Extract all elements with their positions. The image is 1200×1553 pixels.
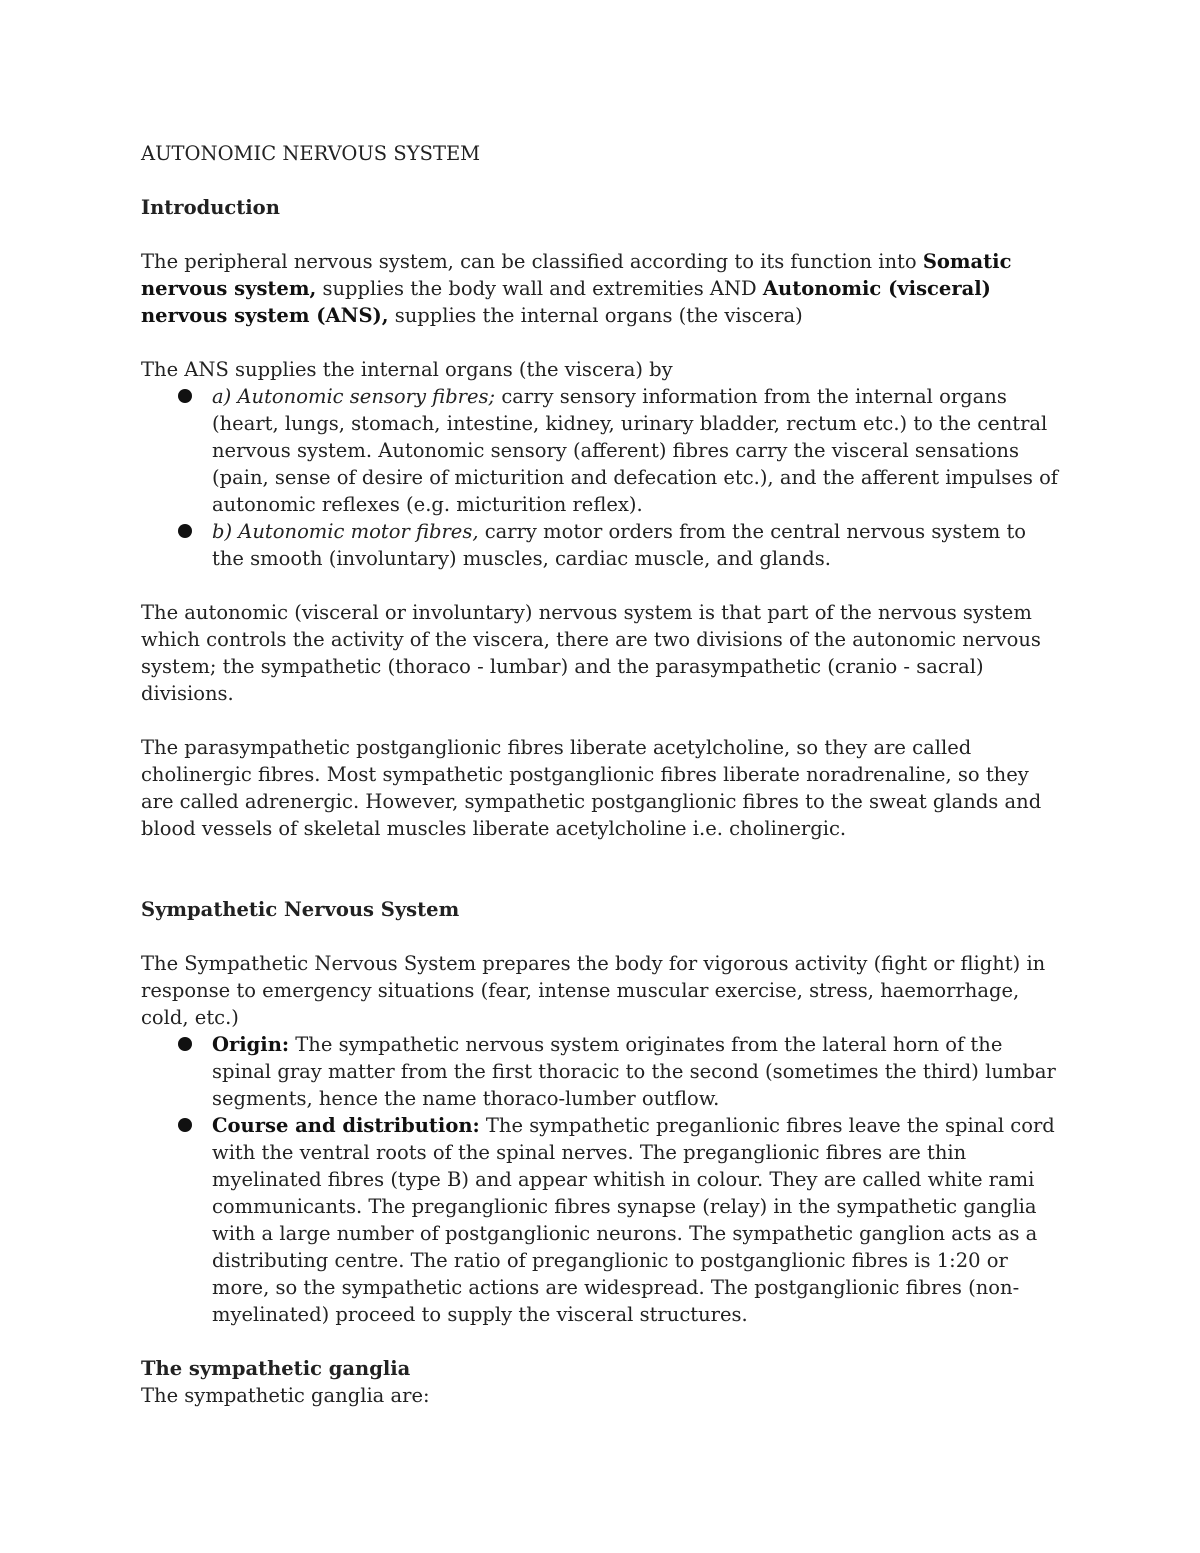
bullet-text: The sympathetic preganlionic fibres leave the spinal cord with the ventral roots of the spinal nerves. The preganglionic fibres are thin myelinated fibres (type B) and appear whitish in colour. They are called white rami communicants. The preganglionic fibres synapse (relay) in the sympathetic ganglia with a large number of postganglionic neurons. The sympathetic ganglion acts as a distributing centre. The ratio of preganglionic to postganglionic fibres is 1:20 or more, so the sympathetic actions are widespread. The postganglionic fibres (non- myelinated) proceed to supply the visceral structures. [212,1114,1055,1326]
bullet-dot-icon [178,389,192,403]
bullet-dot-icon [178,1118,192,1132]
list-item [141,1112,1060,1328]
bullet-bold-label: Origin: [212,1033,290,1056]
bullet-text: carry sensory information from the internal organs (heart, lungs, stomach, intestine, kidney, urinary bladder, rectum etc.) to the central nervous system. Autonomic sensory (afferent) fibres carry the visceral sensations (pain, sense of desire of micturition and defecation etc.), and the afferent impulses of autonomic reflexes (e.g. micturition reflex). [212,385,1059,516]
list-item [141,518,1060,572]
ans-bullet-list [141,383,1060,572]
divisions-paragraph: The autonomic (visceral or involuntary) nervous system is that part of the nervous system which controls the activity of the viscera, there are two divisions of the autonomic nervous system; the sympathetic (thoraco - lumbar) and the parasympathetic (cranio - sacral) divisions. [141,601,1041,705]
ans-lead: The ANS supplies the internal organs (the viscera) by [141,358,673,381]
spacer [141,842,1060,896]
intro-text-3: supplies the internal organs (the viscera) [388,304,803,327]
intro-bold-autonomic: Autonomic (visceral) nervous system (ANS), [141,277,991,327]
intro-heading: Introduction [141,196,280,219]
bullet-bold-label: Course and distribution: [212,1114,480,1137]
sympathetic-paragraph: The Sympathetic Nervous System prepares the body for vigorous activity (fight or flight) in response to emergency situations (fear, intense muscular exercise, stress, haemorrhage, cold, etc.) [141,952,1046,1029]
intro-text-2: supplies the body wall and extremities AND [316,277,763,300]
intro-bold-somatic: Somatic nervous system, [141,250,1012,300]
bullet-dot-icon [178,1037,192,1051]
cholinergic-paragraph: The parasympathetic postganglionic fibres liberate acetylcholine, so they are called cholinergic fibres. Most sympathetic postganglionic fibres liberate noradrenaline, so they are called adrenergic. However, sympathetic postganglionic fibres to the sweat glands and blood vessels of skeletal muscles liberate acetylcholine i.e. cholinergic. [141,736,1042,840]
intro-text-1: The peripheral nervous system, can be classified according to its function into [141,250,923,273]
sympathetic-heading: Sympathetic Nervous System [141,898,460,921]
ganglia-heading: The sympathetic ganglia [141,1357,411,1380]
bullet-text: The sympathetic nervous system originates from the lateral horn of the spinal gray matter from the first thoracic to the second (sometimes the third) lumbar segments, hence the name thoraco-lumber outflow. [212,1033,1056,1110]
list-item [141,383,1060,518]
bullet-italic-label: b) Autonomic motor fibres, [212,520,479,543]
bullet-text: carry motor orders from the central nervous system to the smooth (involuntary) muscles, cardiac muscle, and glands. [212,520,1027,570]
list-item [141,1031,1060,1112]
ganglia-lead: The sympathetic ganglia are: [141,1384,430,1407]
sympathetic-bullet-list [141,1031,1060,1328]
bullet-italic-label: a) Autonomic sensory fibres; [212,385,496,408]
intro-paragraph [141,248,1060,329]
document-title: AUTONOMIC NERVOUS SYSTEM [141,142,481,165]
bullet-dot-icon [178,524,192,538]
